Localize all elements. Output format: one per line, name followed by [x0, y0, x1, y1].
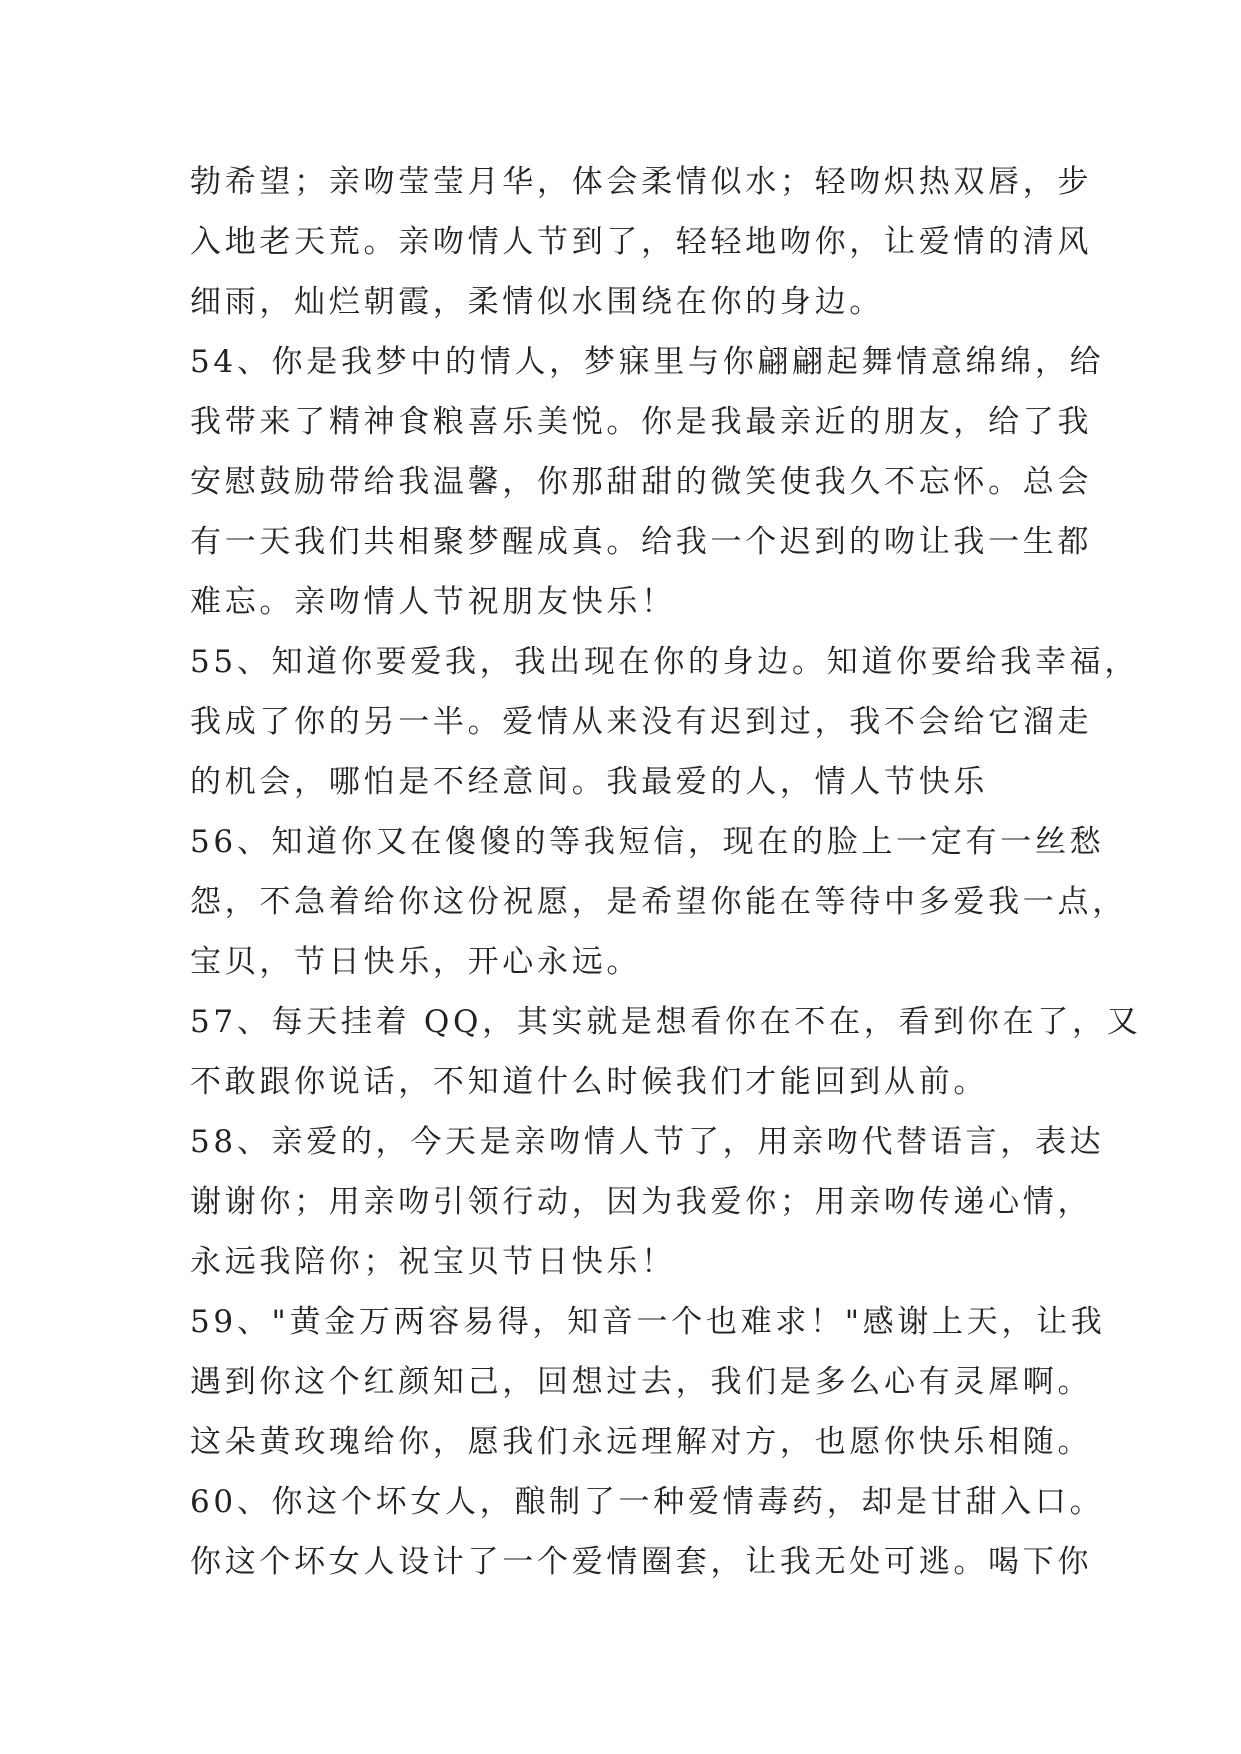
text-line: 不敢跟你说话，不知道什么时候我们才能回到从前。 — [190, 1064, 989, 1100]
text-line: 56、知道你又在傻傻的等我短信，现在的脸上一定有一丝愁 — [190, 824, 1105, 860]
text-line: 难忘。亲吻情人节祝朋友快乐！ — [190, 584, 676, 620]
text-line: 57、每天挂着 QQ，其实就是想看你在不在，看到你在了，又 — [190, 1004, 1142, 1040]
text-line: 你这个坏女人设计了一个爱情圈套，让我无处可逃。喝下你 — [190, 1544, 1093, 1580]
text-line: 58、亲爱的，今天是亲吻情人节了，用亲吻代替语言，表达 — [190, 1124, 1105, 1160]
text-line: 入地老天荒。亲吻情人节到了，轻轻地吻你，让爱情的清风 — [190, 224, 1093, 260]
text-line: 59、"黄金万两容易得，知音一个也难求！"感谢上天，让我 — [190, 1304, 1106, 1340]
text-line: 遇到你这个红颜知己，回想过去，我们是多么心有灵犀啊。 — [190, 1364, 1093, 1400]
text-line: 安慰鼓励带给我温馨，你那甜甜的微笑使我久不忘怀。总会 — [190, 464, 1093, 500]
text-line: 有一天我们共相聚梦醒成真。给我一个迟到的吻让我一生都 — [190, 524, 1093, 560]
text-line: 我带来了精神食粮喜乐美悦。你是我最亲近的朋友，给了我 — [190, 404, 1093, 440]
text-line: 怨，不急着给你这份祝愿，是希望你能在等待中多爱我一点， — [190, 884, 1127, 920]
text-line: 宝贝，节日快乐，开心永远。 — [190, 944, 642, 980]
text-line: 55、知道你要爱我，我出现在你的身边。知道你要给我幸福， — [190, 644, 1140, 680]
text-line: 永远我陪你；祝宝贝节日快乐！ — [190, 1244, 676, 1280]
text-line: 60、你这个坏女人，酿制了一种爱情毒药，却是甘甜入口。 — [190, 1484, 1105, 1520]
text-line: 我成了你的另一半。爱情从来没有迟到过，我不会给它溜走 — [190, 704, 1093, 740]
text-line: 谢谢你；用亲吻引领行动，因为我爱你；用亲吻传递心情， — [190, 1184, 1093, 1220]
body-text — [190, 152, 1142, 1592]
text-line: 54、你是我梦中的情人，梦寐里与你翩翩起舞情意绵绵，给 — [190, 344, 1105, 380]
text-line: 的机会，哪怕是不经意间。我最爱的人，情人节快乐 — [190, 764, 989, 800]
text-line: 这朵黄玫瑰给你，愿我们永远理解对方，也愿你快乐相随。 — [190, 1424, 1093, 1460]
text-line: 勃希望；亲吻莹莹月华，体会柔情似水；轻吻炽热双唇，步 — [190, 164, 1093, 200]
text-line: 细雨，灿烂朝霞，柔情似水围绕在你的身边。 — [190, 284, 884, 320]
